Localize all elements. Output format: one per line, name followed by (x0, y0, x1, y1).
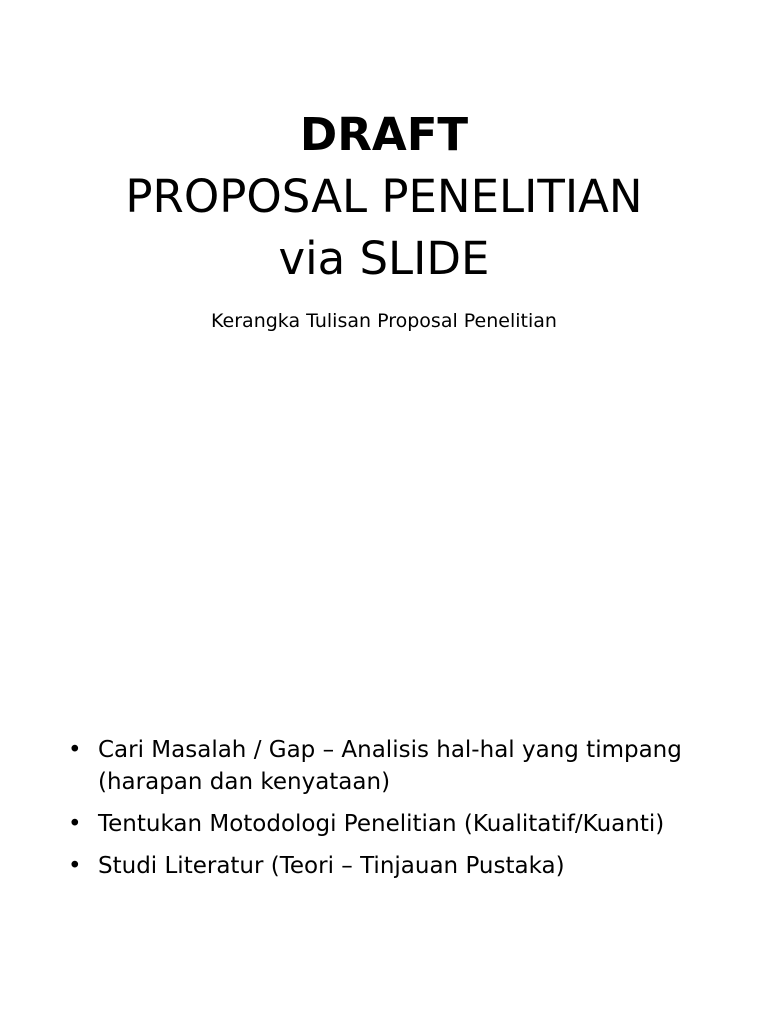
bullet-list (64, 734, 744, 892)
bullet-text: Studi Literatur (Teori – Tinjauan Pustaka) (98, 853, 565, 879)
bullet-marker: • (68, 853, 82, 879)
bullet-item (64, 808, 744, 840)
title-draft: DRAFT (299, 108, 469, 161)
bullet-text: Tentukan Motodologi Penelitian (Kualitatif/Kuanti) (98, 811, 665, 837)
slide-subtitle: Kerangka Tulisan Proposal Penelitian (211, 310, 557, 332)
title-proposal: PROPOSAL PENELITIAN (125, 170, 643, 223)
slide-title (0, 104, 768, 290)
bullet-item (64, 850, 744, 882)
bullet-marker: • (68, 737, 82, 763)
bullet-marker: • (68, 811, 82, 837)
title-via-slide: via SLIDE (278, 232, 490, 285)
bullet-item (64, 734, 744, 798)
bullet-text: Cari Masalah / Gap – Analisis hal-hal yang timpang (harapan dan kenyataan) (98, 737, 682, 795)
